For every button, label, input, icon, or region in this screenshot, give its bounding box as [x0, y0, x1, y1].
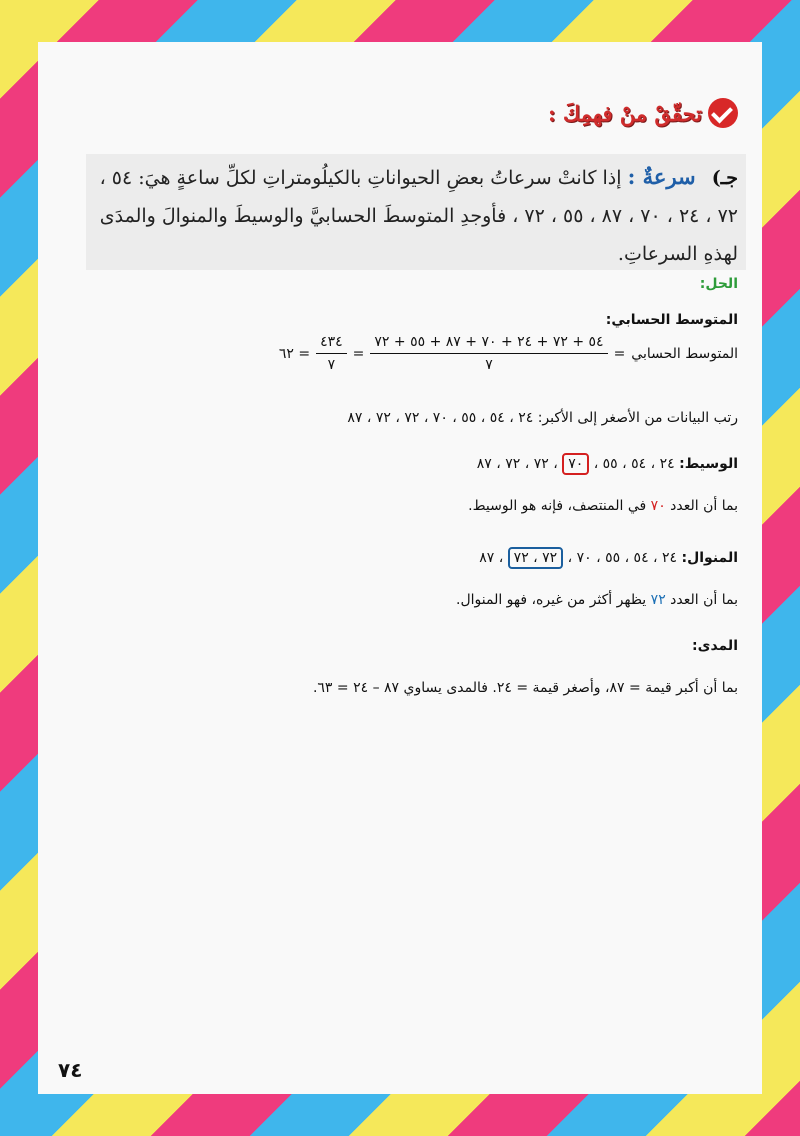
fraction-numerator: ٥٤ + ٧٢ + ٢٤ + ٧٠ + ٨٧ + ٥٥ + ٧٢ [370, 334, 607, 354]
mode-label: المنوال: [681, 550, 738, 566]
mode-note [456, 592, 738, 608]
page-number: ٧٤ [58, 1058, 83, 1082]
problem-text-block [92, 158, 738, 273]
header-title: تحقّقْ منْ فهمِكَ : [547, 100, 702, 126]
mode-note-prefix: بما أن العدد [670, 592, 738, 608]
median-line [477, 456, 738, 472]
sum-fraction [370, 334, 607, 373]
range-title: المدى: [692, 638, 738, 654]
median-note-value: ٧٠ [650, 498, 666, 514]
median-label: الوسيط: [679, 456, 738, 472]
problem-topic: سرعةٌ : [627, 164, 696, 189]
median-note-prefix: بما أن العدد [670, 498, 738, 514]
total-denominator: ٧ [327, 357, 336, 373]
equals-sign-2: = [352, 345, 365, 362]
check-understanding-header [548, 98, 738, 128]
mode-before: ٢٤ ، ٥٤ ، ٥٥ ، ٧٠ ، [567, 550, 678, 566]
mean-title: المتوسط الحسابي: [605, 312, 738, 328]
mode-line [479, 550, 738, 566]
total-fraction [316, 334, 347, 373]
median-note-suffix: في المنتصف، فإنه هو الوسيط. [468, 498, 647, 514]
ordered-data: رتب البيانات من الأصغر إلى الأكبر: ٢٤ ، ٥٤ ، ٥٥ ، ٧٠ ، ٧٢ ، ٧٢ ، ٨٧ [347, 410, 738, 426]
mean-lhs: المتوسط الحسابي [631, 345, 738, 362]
median-before: ٢٤ ، ٥٤ ، ٥٥ ، [593, 456, 675, 472]
mean-result: = ٦٢ [278, 345, 311, 362]
check-badge-icon [708, 98, 738, 128]
page-sheet [38, 42, 762, 1094]
median-highlight: ٧٠ [562, 453, 589, 475]
mean-equation [279, 334, 738, 373]
fraction-denominator: ٧ [485, 357, 493, 373]
problem-statement: إذا كانتْ سرعاتُ بعضِ الحيواناتِ بالكيلُومتراتِ لكلِّ ساعةٍ هيَ: ٥٤ ، ٧٢ ، ٢٤ ، ٧٠ ، ٨٧ ، ٥٥ ، ٧٢ ، فأوجدِ المتوسطَ الحسابيَّ والوسيطَ والمنوالَ والمدَى لهذهِ السرعاتِ. [99, 167, 738, 265]
solution-label: الحل: [699, 276, 738, 292]
mode-highlight: ٧٢ ، ٧٢ [508, 547, 564, 569]
mode-note-value: ٧٢ [650, 592, 666, 608]
mode-after: ، ٨٧ [479, 550, 504, 566]
equals-sign: = [613, 345, 626, 362]
range-text: بما أن أكبر قيمة = ٨٧، وأصغر قيمة = ٢٤. فالمدى يساوي ٨٧ – ٢٤ = ٦٣. [312, 680, 738, 696]
median-note [468, 498, 738, 514]
problem-label: جـ) [711, 167, 738, 189]
problem-box [86, 154, 746, 270]
total-numerator: ٤٣٤ [316, 334, 347, 354]
median-after: ، ٧٢ ، ٧٢ ، ٨٧ [476, 456, 558, 472]
mode-note-suffix: يظهر أكثر من غيره، فهو المنوال. [456, 592, 647, 608]
